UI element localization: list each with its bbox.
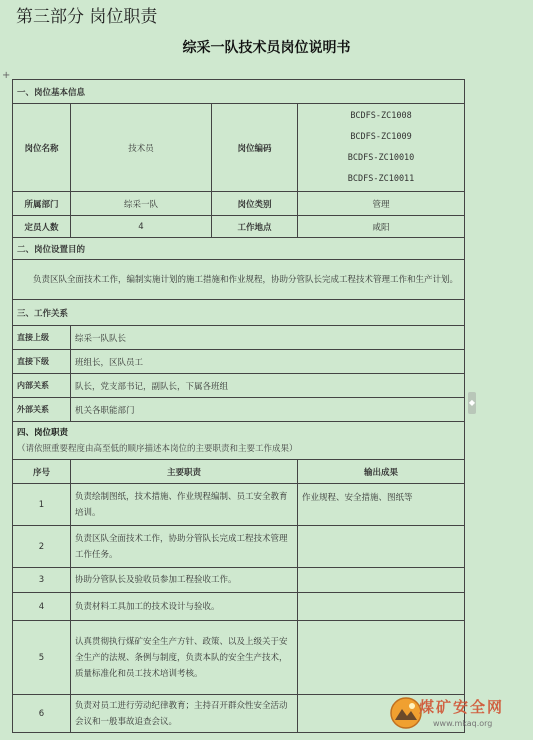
purpose-heading-row [13, 238, 465, 260]
purpose-text-row [13, 260, 465, 300]
relation-value: 队长，党支部书记，副队长，下属各班组 [71, 374, 465, 398]
duty-text: 负责材料工具加工的技术设计与验收。 [71, 593, 298, 621]
relations-heading-row [13, 300, 465, 326]
col-header-number: 序号 [13, 460, 71, 484]
table-move-handle-icon[interactable]: + [2, 70, 11, 81]
duties-heading-row [13, 422, 465, 460]
staffing-row [13, 216, 465, 238]
duty-output [298, 593, 465, 621]
relation-label: 内部关系 [13, 374, 71, 398]
table-row [13, 621, 465, 695]
duty-number: 5 [13, 621, 71, 695]
relation-row [13, 350, 465, 374]
watermark-url: www.mkaq.org [433, 719, 493, 728]
table-row [13, 568, 465, 593]
duty-number: 4 [13, 593, 71, 621]
document-title: 综采一队技术员岗位说明书 [182, 40, 351, 56]
department-label: 所属部门 [13, 192, 71, 216]
job-code-label: 岗位编码 [212, 104, 298, 192]
duty-output [298, 621, 465, 695]
duty-number: 3 [13, 568, 71, 593]
job-name-value: 技术员 [71, 104, 212, 192]
duty-text: 负责对员工进行劳动纪律教育；主持召开群众性安全活动会议和一般事故追查会议。 [71, 695, 298, 733]
job-code: BCDFS-ZC1008 [350, 110, 412, 121]
relation-value: 班组长，区队员工 [71, 350, 465, 374]
table-resize-handle-icon[interactable]: ◆ [468, 392, 476, 414]
col-header-output: 输出成果 [298, 460, 465, 484]
duties-column-header-row [13, 460, 465, 484]
section-title: 第三部分 岗位职责 [16, 7, 158, 27]
relation-row [13, 374, 465, 398]
watermark-text: 煤矿安全网 [419, 698, 505, 716]
duty-number: 2 [13, 526, 71, 568]
table-row [13, 526, 465, 568]
job-code: BCDFS-ZC1009 [350, 131, 412, 142]
job-name-label: 岗位名称 [13, 104, 71, 192]
job-description-table [12, 79, 465, 733]
duty-output: 作业规程、安全措施、图纸等 [298, 484, 465, 526]
job-type-label: 岗位类别 [212, 192, 298, 216]
relation-row [13, 398, 465, 422]
duty-text: 负责绘制图纸，技术措施、作业规程编制、员工安全教育培训。 [71, 484, 298, 526]
purpose-text: 负责区队全面技术工作，编制实施计划的施工措施和作业规程，协助分管队长完成工程技术管理工作和生产计划。 [13, 260, 465, 300]
relation-label: 外部关系 [13, 398, 71, 422]
purpose-heading: 二、岗位设置目的 [13, 238, 465, 260]
duties-heading: 四、岗位职责 [17, 427, 69, 438]
work-location-label: 工作地点 [212, 216, 298, 238]
site-watermark [389, 692, 529, 738]
relation-value: 机关各职能部门 [71, 398, 465, 422]
job-name-row [13, 104, 465, 192]
relation-row [13, 326, 465, 350]
duty-number: 6 [13, 695, 71, 733]
relations-heading: 三、工作关系 [13, 300, 465, 326]
duties-heading-cell [13, 422, 465, 460]
relation-label: 直接上级 [13, 326, 71, 350]
work-location-value: 咸阳 [298, 216, 465, 238]
job-code: BCDFS-ZC10010 [347, 152, 415, 163]
basic-info-heading-row [13, 80, 465, 104]
mine-logo-icon [389, 696, 423, 730]
job-type-value: 管理 [298, 192, 465, 216]
duty-text: 认真贯彻执行煤矿安全生产方针、政策、以及上级关于安全生产的法规、条例与制度，负责本队的安全生产技术，质量标准化和员工技术培训考核。 [71, 621, 298, 695]
relation-value: 综采一队队长 [71, 326, 465, 350]
job-code: BCDFS-ZC10011 [347, 173, 415, 184]
staff-count-value: 4 [71, 216, 212, 238]
col-header-duty: 主要职责 [71, 460, 298, 484]
department-value: 综采一队 [71, 192, 212, 216]
basic-info-heading: 一、岗位基本信息 [13, 80, 465, 104]
table-row [13, 593, 465, 621]
job-code-list [298, 104, 465, 192]
duty-text: 协助分管队长及验收员参加工程验收工作。 [71, 568, 298, 593]
staff-count-label: 定员人数 [13, 216, 71, 238]
relation-label: 直接下级 [13, 350, 71, 374]
table-row [13, 484, 465, 526]
department-row [13, 192, 465, 216]
duty-output [298, 526, 465, 568]
duty-number: 1 [13, 484, 71, 526]
duty-text: 负责区队全面技术工作，协助分管队长完成工程技术管理工作任务。 [71, 526, 298, 568]
duty-output [298, 568, 465, 593]
duties-note: （请依照重要程度由高至低的顺序描述本岗位的主要职责和主要工作成果） [17, 443, 298, 454]
